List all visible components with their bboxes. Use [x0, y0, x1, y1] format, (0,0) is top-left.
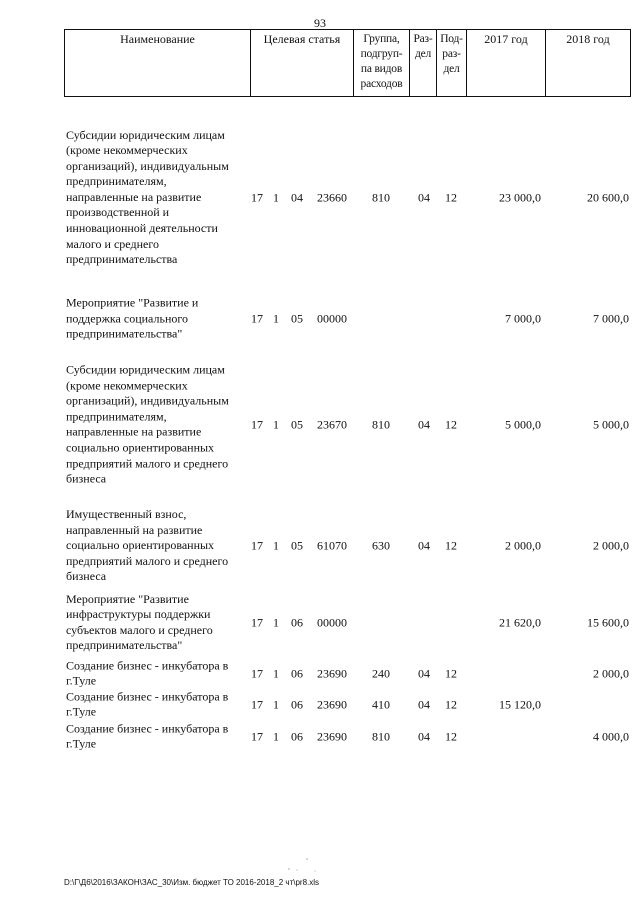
row-codes — [64, 418, 631, 433]
row-name-line: организаций), индивидуальным — [66, 158, 229, 173]
scan-specks — [285, 855, 325, 880]
row-name-line: Имущественный взнос, — [66, 507, 187, 522]
target-part-3: 06 — [291, 615, 303, 629]
target-part-3: 05 — [291, 538, 303, 553]
row-name-line: Мероприятие "Развитие и — [66, 295, 199, 310]
row-codes — [64, 615, 631, 630]
table-row — [64, 291, 631, 347]
row-name-line: субъектов малого и среднего — [66, 622, 213, 637]
expense-group: 810 — [372, 417, 390, 432]
header-expense-group — [354, 30, 410, 96]
target-part-1: 17 — [251, 729, 263, 743]
row-name-line: инфраструктуры поддержки — [66, 606, 211, 621]
subsection: 12 — [445, 538, 457, 553]
target-part-2: 1 — [273, 666, 279, 680]
section: 04 — [418, 666, 430, 680]
target-part-1: 17 — [251, 417, 263, 432]
target-part-1: 17 — [251, 615, 263, 629]
expense-group: 410 — [372, 697, 390, 711]
header-section — [410, 30, 437, 96]
row-codes — [64, 539, 631, 554]
amount-2017: 23 000,0 — [499, 190, 541, 204]
amount-2018: 4 000,0 — [593, 729, 629, 743]
table-row — [64, 120, 631, 275]
section: 04 — [418, 538, 430, 553]
section: 04 — [418, 729, 430, 743]
target-part-4: 23660 — [317, 190, 347, 204]
subsection: 12 — [445, 666, 457, 680]
target-part-2: 1 — [273, 311, 279, 326]
expense-group: 810 — [372, 729, 390, 743]
row-name-line: инновационной деятельности — [66, 220, 218, 235]
amount-2018: 2 000,0 — [593, 666, 629, 680]
header-group-line: па видов — [360, 63, 403, 75]
row-name-line: (кроме некоммерческих — [66, 142, 188, 157]
target-part-4: 23690 — [317, 729, 347, 743]
row-name-line: Создание бизнес - инкубатора в — [66, 720, 229, 735]
table-row — [64, 506, 631, 586]
table-row — [64, 657, 631, 690]
amount-2017: 5 000,0 — [505, 417, 541, 432]
header-group-line: подгруп- — [360, 48, 403, 60]
target-part-3: 06 — [291, 666, 303, 680]
header-group-line: расходов — [360, 78, 403, 90]
section: 04 — [418, 697, 430, 711]
header-year-2018: 2018 год — [566, 32, 610, 46]
amount-2017: 7 000,0 — [505, 311, 541, 326]
header-subsection-line: Под- — [440, 33, 463, 45]
row-name-line: предпринимателям, — [66, 174, 167, 189]
expense-group: 810 — [372, 190, 390, 204]
target-part-2: 1 — [273, 729, 279, 743]
row-name-line: бизнеса — [66, 569, 107, 584]
target-part-1: 17 — [251, 538, 263, 553]
table-row — [64, 720, 631, 753]
row-name-line: г.Туле — [66, 736, 97, 751]
header-name: Наименование — [65, 30, 251, 96]
subsection: 12 — [445, 190, 457, 204]
target-part-1: 17 — [251, 190, 263, 204]
target-part-3: 05 — [291, 311, 303, 326]
row-codes — [64, 312, 631, 327]
row-name-line: предприятий малого и среднего — [66, 553, 229, 568]
target-part-3: 06 — [291, 697, 303, 711]
target-part-3: 04 — [291, 190, 303, 204]
row-codes — [64, 729, 631, 744]
row-name-line: социально ориентированных — [66, 440, 215, 455]
row-name-line: Создание бизнес - инкубатора в — [66, 657, 229, 672]
target-part-2: 1 — [273, 615, 279, 629]
target-part-2: 1 — [273, 190, 279, 204]
amount-2018: 5 000,0 — [593, 417, 629, 432]
row-codes — [64, 190, 631, 205]
target-part-4: 61070 — [317, 538, 347, 553]
table-row — [64, 358, 631, 492]
target-part-1: 17 — [251, 666, 263, 680]
expense-group: 240 — [372, 666, 390, 680]
target-part-3: 06 — [291, 729, 303, 743]
amount-2017: 15 120,0 — [499, 697, 541, 711]
header-section-line: Раз- — [413, 33, 433, 45]
amount-2018: 7 000,0 — [593, 311, 629, 326]
row-name-line: Субсидии юридическим лицам — [66, 127, 225, 142]
amount-2018: 15 600,0 — [587, 615, 629, 629]
row-name-line: г.Туле — [66, 673, 97, 688]
row-name-line: направленные на развитие — [66, 425, 202, 439]
header-subsection — [437, 30, 467, 96]
table-row — [64, 688, 631, 721]
section: 04 — [418, 190, 430, 204]
footer-file-path: D:\Г\Д6\2016\ЗАКОН\ЗАС_30\Изм. бюджет ТО 2016-2018_2 чт\pr8.xls — [64, 878, 320, 887]
target-part-2: 1 — [273, 538, 279, 553]
header-subsection-line: дел — [443, 63, 460, 75]
row-name-line: Создание бизнес - инкубатора в — [66, 688, 229, 703]
row-name-line: бизнеса — [66, 471, 107, 486]
header-section-line: дел — [414, 48, 432, 60]
target-part-4: 00000 — [317, 311, 347, 326]
subsection: 12 — [445, 417, 457, 432]
target-part-2: 1 — [273, 417, 279, 432]
row-name-line: направленный на развитие — [66, 522, 203, 537]
page-number: 93 — [314, 16, 326, 30]
subsection: 12 — [445, 729, 457, 743]
subsection: 12 — [445, 697, 457, 711]
target-part-4: 00000 — [317, 615, 347, 629]
target-part-4: 23690 — [317, 697, 347, 711]
row-name-line: предприятий малого и среднего — [66, 456, 229, 471]
row-name-line: производственной и — [66, 205, 170, 220]
header-target-article: Целевая статья — [251, 30, 354, 96]
table-row — [64, 588, 631, 657]
row-name-line: предпринимательства" — [66, 326, 183, 341]
row-name-line: малого и среднего — [66, 236, 159, 251]
header-subsection-line: раз- — [442, 48, 461, 60]
row-name-line: направленные на развитие — [66, 189, 202, 204]
section: 04 — [418, 417, 430, 432]
row-name-line: Мероприятие "Развитие — [66, 591, 189, 606]
row-name-line: предпринимательства" — [66, 638, 183, 653]
row-name-line: Субсидии юридическим лицам — [66, 362, 225, 377]
row-name-line: предпринимательства — [66, 252, 178, 267]
row-name-line: организаций), индивидуальным — [66, 393, 229, 408]
amount-2017: 21 620,0 — [499, 615, 541, 629]
target-part-2: 1 — [273, 697, 279, 711]
amount-2018: 20 600,0 — [587, 190, 629, 204]
row-name-line: (кроме некоммерческих — [66, 378, 188, 393]
row-name-line: поддержка социального — [66, 311, 188, 326]
row-name-line: г.Туле — [66, 704, 97, 719]
row-codes — [64, 666, 631, 681]
target-part-4: 23690 — [317, 666, 347, 680]
target-part-1: 17 — [251, 697, 263, 711]
header-year-2017: 2017 год — [467, 30, 546, 96]
header-group-line: Группа, — [363, 33, 400, 45]
table-header — [64, 29, 631, 97]
target-part-4: 23670 — [317, 417, 347, 432]
amount-2017: 2 000,0 — [505, 538, 541, 553]
target-part-1: 17 — [251, 311, 263, 326]
amount-2018: 2 000,0 — [593, 538, 629, 553]
row-name-line: социально ориентированных — [66, 538, 215, 553]
row-name-line: предпринимателям, — [66, 409, 167, 424]
row-codes — [64, 697, 631, 712]
expense-group: 630 — [372, 538, 390, 553]
target-part-3: 05 — [291, 417, 303, 432]
